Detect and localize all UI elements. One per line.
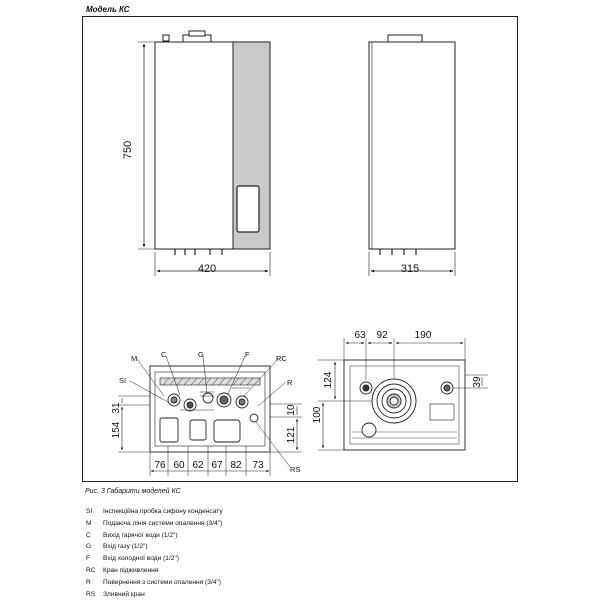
figure-title: Модель КС xyxy=(86,5,130,14)
legend-text: Повернення з системи опалення (3/4") xyxy=(103,578,221,586)
top-view xyxy=(318,338,488,450)
legend-text: Вхід холодної води (1/2") xyxy=(103,555,179,563)
bottom-view xyxy=(118,356,302,476)
legend-text: Зливний кран xyxy=(103,590,145,598)
legend-code: SI xyxy=(86,508,93,515)
legend-text: Вхід газу (1/2") xyxy=(103,543,148,551)
legend-text: Інспекційна пробка сифону конденсату xyxy=(103,508,223,515)
label-si: SI xyxy=(119,376,127,385)
legend-code: M xyxy=(86,519,92,527)
top-right-dim: 39 xyxy=(472,376,483,388)
top-dim-2: 92 xyxy=(376,330,388,341)
bottom-dim-2: 60 xyxy=(173,460,185,471)
legend-item xyxy=(86,518,223,530)
front-view xyxy=(138,31,270,276)
legend-code: C xyxy=(86,531,91,539)
top-dim-1: 63 xyxy=(354,330,366,341)
front-height-dim: 750 xyxy=(122,140,134,160)
bottom-right-dim-2: 121 xyxy=(286,426,297,444)
legend xyxy=(86,506,223,600)
bottom-right-dim-1: 10 xyxy=(286,404,297,416)
legend-text: Вихід гарячої води (1/2") xyxy=(103,531,178,539)
legend-item xyxy=(86,577,223,589)
bottom-dim-5: 82 xyxy=(230,460,242,471)
legend-code: RS xyxy=(86,590,96,598)
label-m: M xyxy=(131,354,138,363)
legend-text: Кран підживлення xyxy=(103,566,159,574)
top-left-dim-2: 100 xyxy=(312,406,323,424)
front-width-dim: 420 xyxy=(197,263,217,275)
label-r: R xyxy=(287,378,293,387)
legend-item xyxy=(86,553,223,565)
legend-code: G xyxy=(86,543,92,551)
label-f: F xyxy=(245,350,250,359)
bottom-dim-6: 73 xyxy=(252,460,264,471)
label-g: G xyxy=(198,350,204,359)
legend-code: RC xyxy=(86,566,96,574)
legend-item xyxy=(86,589,223,600)
legend-code: R xyxy=(86,578,91,586)
bottom-dim-4: 67 xyxy=(211,460,223,471)
legend-item xyxy=(86,530,223,542)
legend-code: F xyxy=(86,555,91,563)
top-left-dim-1: 124 xyxy=(323,371,334,389)
bottom-left-dim-2: 154 xyxy=(111,421,122,439)
label-c: C xyxy=(161,350,167,359)
top-dim-3: 190 xyxy=(414,330,432,341)
side-view xyxy=(369,35,455,276)
bottom-dim-1: 76 xyxy=(154,460,166,471)
figure-caption: Рис. 3 Габарити моделей КС xyxy=(85,488,181,495)
side-depth-dim: 315 xyxy=(400,263,420,275)
legend-item xyxy=(86,506,223,518)
label-rs: RS xyxy=(290,465,301,474)
bottom-left-dim-1: 31 xyxy=(111,402,122,414)
legend-text: Подаюча лінія системи опалення (3/4") xyxy=(103,519,223,527)
bottom-dim-3: 62 xyxy=(192,460,204,471)
legend-item xyxy=(86,541,223,553)
label-rc: RC xyxy=(276,354,287,363)
legend-item xyxy=(86,565,223,577)
